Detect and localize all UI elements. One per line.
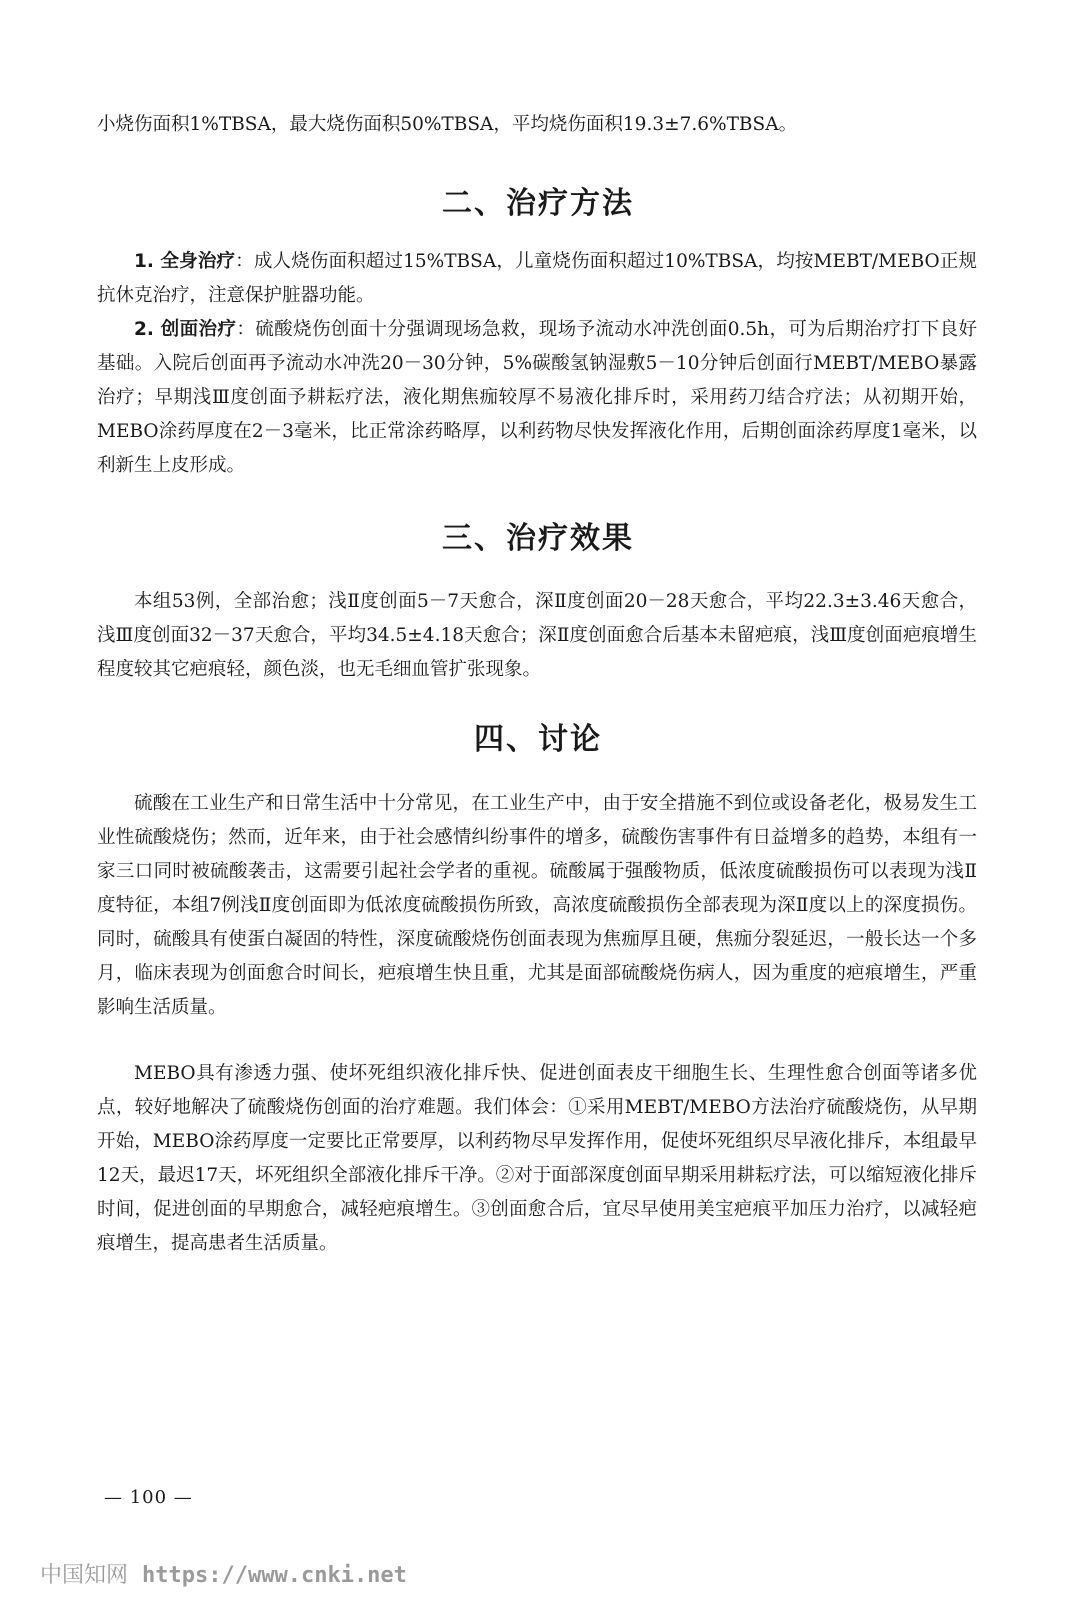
paragraph-wound-treatment xyxy=(97,313,977,483)
footer-url: https://www.cnki.net xyxy=(142,1563,407,1588)
systemic-treatment-label: 1. 全身治疗 xyxy=(134,251,236,272)
paragraph-treatment-results: 本组53例，全部治愈；浅Ⅱ度创面5－7天愈合，深Ⅱ度创面20－28天愈合，平均22.3±3.46天愈合，浅Ⅲ度创面32－37天愈合，平均34.5±4.18天愈合；深Ⅱ度创面愈合后基本未留疤痕，浅Ⅲ度创面疤痕增生程度较其它疤痕轻，颜色淡，也无毛细血管扩张现象。 xyxy=(97,591,977,680)
paragraph-discussion-2: MEBO具有渗透力强、使坏死组织液化排斥快、促进创面表皮干细胞生长、生理性愈合创面等诸多优点，较好地解决了硫酸烧伤创面的治疗难题。我们体会：①采用MEBT/MEBO方法治疗硫酸烧伤，从早期开始，MEBO涂药厚度一定要比正常要厚，以利药物尽早发挥作用，促使坏死组织尽早液化排斥，本组最早12天，最迟17天，坏死组织全部液化排斥干净。②对于面部深度创面早期采用耕耘疗法，可以缩短液化排斥时间，促进创面的早期愈合，减轻疤痕增生。③创面愈合后，宜尽早使用美宝疤痕平加压力治疗，以减轻疤痕增生，提高患者生活质量。 xyxy=(97,1063,977,1254)
footer-brand: 中国知网 xyxy=(40,1563,129,1588)
section-heading-treatment-effect: 三、治疗效果 xyxy=(442,521,634,556)
wound-treatment-label: 2. 创面治疗 xyxy=(134,319,237,340)
paragraph-intro-tail: 小烧伤面积1%TBSA，最大烧伤面积50%TBSA，平均烧伤面积19.3±7.6%TBSA。 xyxy=(97,114,798,135)
page-number: — 100 — xyxy=(104,1487,193,1508)
systemic-treatment-text: ：成人烧伤面积超过15%TBSA，儿童烧伤面积超过10%TBSA，均按MEBT/MEBO正规抗休克治疗，注意保护脏器功能。 xyxy=(97,251,978,306)
wound-treatment-text: ：硫酸烧伤创面十分强调现场急救，现场予流动水冲洗创面0.5h，可为后期治疗打下良好基础。入院后创面再予流动水冲洗20－30分钟，5%碳酸氢钠湿敷5－10分钟后创面行MEBT/MEBO暴露治疗；早期浅Ⅲ度创面予耕耘疗法，液化期焦痂较厚不易液化排斥时，采用药刀结合疗法；从初期开始，MEBO涂药厚度在2－3毫米，比正常涂药略厚，以利药物尽快发挥液化作用，后期创面涂药厚度1毫米，以利新生上皮形成。 xyxy=(97,319,977,476)
section-heading-discussion: 四、讨论 xyxy=(474,722,602,757)
paragraph-discussion-1: 硫酸在工业生产和日常生活中十分常见，在工业生产中，由于安全措施不到位或设备老化，极易发生工业性硫酸烧伤；然而，近年来，由于社会感情纠纷事件的增多，硫酸伤害事件有日益增多的趋势，本组有一家三口同时被硫酸袭击，这需要引起社会学者的重视。硫酸属于强酸物质，低浓度硫酸损伤可以表现为浅Ⅱ度特征，本组7例浅Ⅱ度创面即为低浓度硫酸损伤所致，高浓度硫酸损伤全部表现为深Ⅱ度以上的深度损伤。同时，硫酸具有使蛋白凝固的特性，深度硫酸烧伤创面表现为焦痂厚且硬，焦痂分裂延迟，一般长达一个多月，临床表现为创面愈合时间长，疤痕增生快且重，尤其是面部硫酸烧伤病人，因为重度的疤痕增生，严重影响生活质量。 xyxy=(97,793,977,1018)
section-heading-treatment-method: 二、治疗方法 xyxy=(442,186,634,221)
paragraph-systemic-treatment xyxy=(97,245,977,313)
footer-watermark xyxy=(40,1558,407,1589)
